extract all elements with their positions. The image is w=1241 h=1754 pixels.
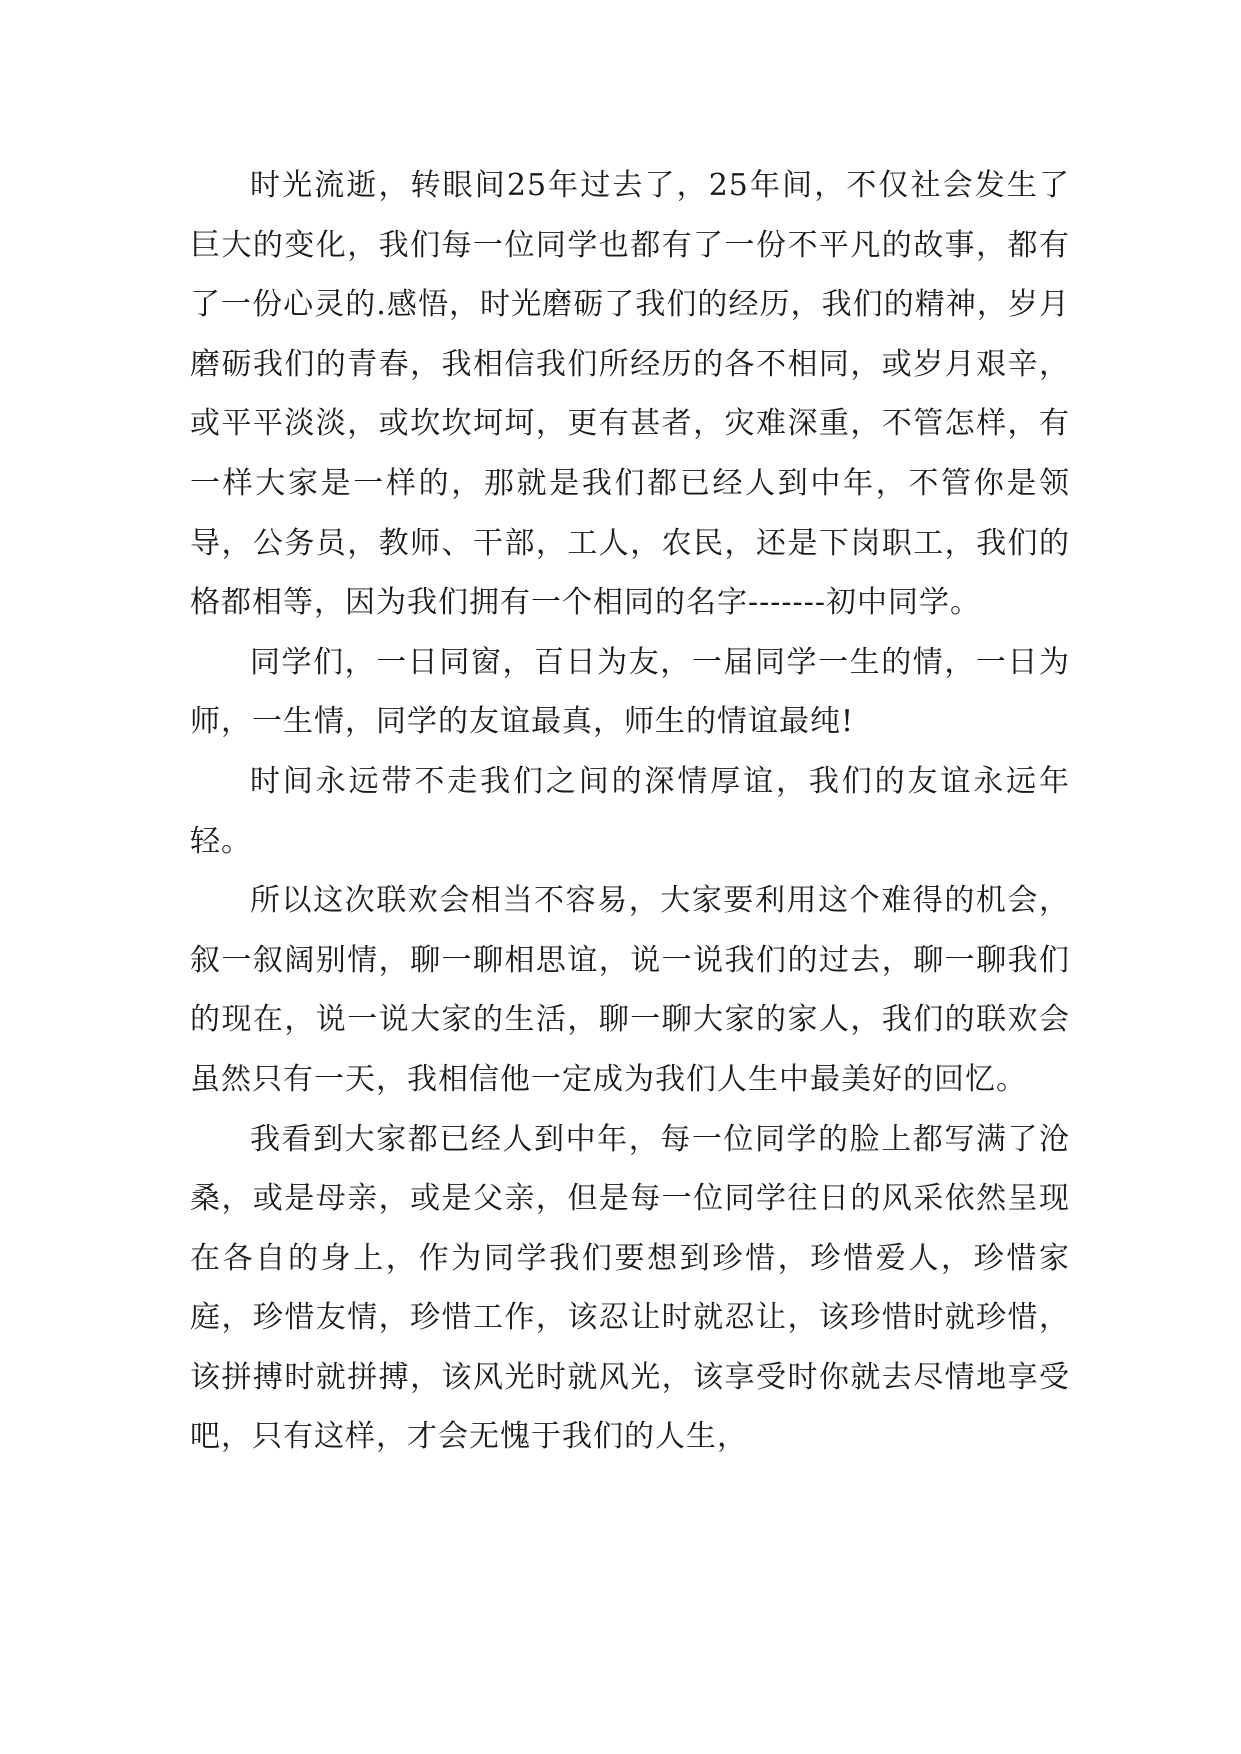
paragraph-5: 我看到大家都已经人到中年，每一位同学的脸上都写满了沧桑，或是母亲，或是父亲，但是每一位同学往日的风采依然呈现在各自的身上，作为同学我们要想到珍惜，珍惜爱人，珍惜家庭，珍惜友情，珍惜工作，该忍让时就忍让，该珍惜时就珍惜，该拼搏时就拼搏，该风光时就风光，该享受时你就去尽情地享受吧，只有这样，才会无愧于我们的人生， <box>190 1121 1070 1455</box>
paragraph-3: 时间永远带不走我们之间的深情厚谊，我们的友谊永远年轻。 <box>190 763 1070 859</box>
paragraph-1: 时光流逝，转眼间25年过去了，25年间，不仅社会发生了巨大的变化，我们每一位同学也都有了一份不平凡的故事，都有了一份心灵的.感悟，时光磨砺了我们的经历，我们的精神，岁月磨砺我们的青春，我相信我们所经历的各不相同，或岁月艰辛，或平平淡淡，或坎坎坷坷，更有甚者，灾难深重，不管怎样，有一样大家是一样的，那就是我们都已经人到中年，不管你是领导，公务员，教师、干部，工人，农民，还是下岗职工，我们的格都相等，因为我们拥有一个相同的名字-------初中同学。 <box>190 168 1070 621</box>
paragraph-4: 所以这次联欢会相当不容易，大家要利用这个难得的机会，叙一叙阔别情，聊一聊相思谊，说一说我们的过去，聊一聊我们的现在，说一说大家的生活，聊一聊大家的家人，我们的联欢会虽然只有一天，我相信他一定成为我们人生中最美好的回忆。 <box>190 883 1070 1097</box>
paragraph-2: 同学们，一日同窗，百日为友，一届同学一生的情，一日为师，一生情，同学的友谊最真，师生的情谊最纯! <box>190 644 1070 740</box>
document-body <box>190 156 1070 1467</box>
